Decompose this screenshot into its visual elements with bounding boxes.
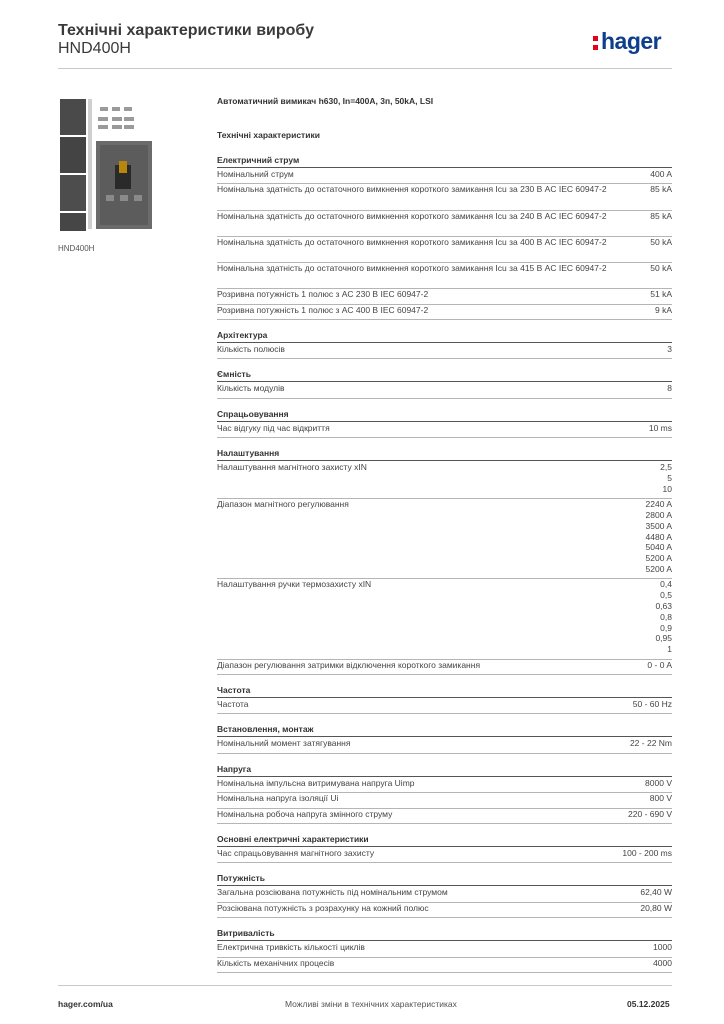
spec-label: Електрична тривкість кількості циклів bbox=[217, 942, 365, 953]
spec-value-line: 2800 A bbox=[645, 509, 672, 520]
row-divider bbox=[217, 917, 672, 918]
row-divider bbox=[217, 823, 672, 824]
spec-value bbox=[630, 738, 672, 749]
header-divider bbox=[58, 68, 672, 69]
spec-label: Діапазон магнітного регулювання bbox=[217, 499, 349, 510]
section-divider bbox=[217, 460, 672, 461]
footer-website: hager.com/ua bbox=[58, 999, 113, 1009]
row-divider bbox=[217, 713, 672, 714]
section-title: Напруга bbox=[217, 763, 252, 774]
spec-value bbox=[653, 942, 672, 953]
spec-value-line: 800 V bbox=[649, 793, 672, 804]
section-divider bbox=[217, 342, 672, 343]
spec-value-line: 100 - 200 ms bbox=[622, 848, 672, 858]
spec-label: Номінальний струм bbox=[217, 169, 294, 179]
spec-value-line: 50 kA bbox=[650, 236, 672, 247]
spec-value bbox=[650, 289, 672, 300]
image-caption: HND400H bbox=[58, 244, 95, 253]
section-divider bbox=[217, 167, 672, 168]
spec-value bbox=[645, 778, 672, 789]
spec-label: Частота bbox=[217, 699, 249, 709]
spec-label: Номінальна робоча напруга змінного струму bbox=[217, 808, 393, 819]
spec-label: Номінальна напруга ізоляції Ui bbox=[217, 793, 339, 804]
section-divider bbox=[217, 776, 672, 777]
spec-label: Кількість полюсів bbox=[217, 344, 285, 354]
spec-value bbox=[650, 793, 672, 804]
spec-value bbox=[640, 903, 672, 914]
spec-value-line: 0,5 bbox=[660, 590, 672, 601]
spec-label: Номінальна здатність до остаточного вимкнення короткого замикання Icu за 415 В AC IEC 60947-2 bbox=[217, 263, 607, 273]
spec-value bbox=[650, 211, 672, 222]
spec-value bbox=[660, 462, 672, 494]
section-divider bbox=[217, 940, 672, 941]
spec-value-line: 2240 A bbox=[645, 499, 672, 510]
spec-label: Кількість механічних процесів bbox=[217, 957, 335, 968]
spec-value-line: 51 kA bbox=[650, 289, 672, 300]
product-code-heading: HND400H bbox=[58, 40, 131, 57]
spec-value-line: 0,95 bbox=[655, 633, 672, 644]
row-divider bbox=[217, 437, 672, 438]
spec-value bbox=[655, 305, 672, 316]
section-divider bbox=[217, 381, 672, 382]
section-title: Ємність bbox=[217, 369, 251, 380]
hager-logo bbox=[593, 28, 661, 56]
spec-value-line: 50 kA bbox=[650, 263, 672, 273]
section-title: Архітектура bbox=[217, 330, 268, 340]
spec-value-line: 0,63 bbox=[655, 600, 672, 611]
spec-value-line: 50 - 60 Hz bbox=[632, 699, 672, 709]
spec-value-line: 0,9 bbox=[660, 622, 672, 633]
spec-value bbox=[647, 660, 672, 671]
specs-heading: Технічні характеристики bbox=[217, 130, 320, 140]
spec-value-line: 62,40 W bbox=[640, 887, 672, 898]
row-divider bbox=[217, 319, 672, 320]
spec-value bbox=[655, 579, 672, 655]
spec-value-line: 5 bbox=[667, 472, 672, 483]
spec-label: Розривна потужність 1 полюс з AC 400 В IEC 60947-2 bbox=[217, 304, 429, 315]
section-title: Електричний струм bbox=[217, 155, 300, 165]
section-title: Витривалість bbox=[217, 928, 275, 939]
spec-label: Номінальний момент затягування bbox=[217, 738, 351, 749]
section-title: Потужність bbox=[217, 873, 265, 884]
logo-text: hager bbox=[601, 28, 662, 54]
spec-value bbox=[628, 809, 672, 820]
spec-value-line: 1000 bbox=[653, 942, 672, 953]
spec-label: Налаштування ручки термозахисту xIN bbox=[217, 579, 372, 590]
spec-value-line: 4480 A bbox=[645, 531, 672, 542]
spec-value bbox=[667, 344, 672, 355]
page-title: Технічні характеристики виробу bbox=[58, 22, 314, 39]
row-divider bbox=[217, 674, 672, 675]
spec-value-line: 85 kA bbox=[650, 184, 672, 195]
spec-value-line: 4000 bbox=[653, 957, 672, 968]
spec-value-line: 10 ms bbox=[648, 422, 672, 433]
spec-label: Номінальна здатність до остаточного вимкнення короткого замикання Icu за 240 В AC IEC 60947-2 bbox=[217, 210, 607, 221]
spec-label: Номінальна здатність до остаточного вимкнення короткого замикання Icu за 400 В AC IEC 60947-2 bbox=[217, 236, 607, 247]
footer-divider bbox=[58, 985, 672, 986]
spec-value bbox=[650, 237, 672, 248]
spec-value bbox=[650, 184, 672, 195]
spec-value-line: 0,4 bbox=[660, 579, 672, 590]
row-divider bbox=[217, 398, 672, 399]
section-divider bbox=[217, 885, 672, 886]
section-title: Налаштування bbox=[217, 448, 280, 459]
spec-label: Кількість модулів bbox=[217, 383, 285, 394]
spec-value-line: 8000 V bbox=[645, 777, 672, 788]
spec-label: Час відгуку під час відкриття bbox=[217, 422, 330, 433]
spec-value bbox=[653, 958, 672, 969]
spec-value bbox=[646, 499, 672, 575]
spec-label: Діапазон регулювання затримки відключення короткого замикання bbox=[217, 659, 481, 670]
spec-value bbox=[667, 383, 672, 394]
spec-value-line: 20,80 W bbox=[640, 902, 672, 913]
spec-label: Номінальна здатність до остаточного вимкнення короткого замикання Icu за 230 В AC IEC 60947-2 bbox=[217, 184, 607, 195]
spec-label: Розсіювана потужність з розрахунку на кожний полюс bbox=[217, 902, 429, 913]
spec-value-line: 22 - 22 Nm bbox=[629, 738, 672, 749]
spec-value-line: 5200 A bbox=[645, 553, 672, 564]
spec-value-line: 220 - 690 V bbox=[628, 808, 672, 819]
section-divider bbox=[217, 697, 672, 698]
section-divider bbox=[217, 736, 672, 737]
section-divider bbox=[217, 421, 672, 422]
footer-disclaimer: Можливі зміни в технічних характеристиках bbox=[285, 999, 457, 1009]
spec-label: Загальна розсіювана потужність під номінальним струмом bbox=[217, 887, 448, 898]
spec-label: Час спрацьовування магнітного захисту bbox=[217, 848, 375, 858]
spec-value bbox=[633, 699, 672, 710]
spec-value-line: 10 bbox=[662, 483, 672, 494]
spec-value-line: 5200 A bbox=[645, 563, 672, 574]
section-divider bbox=[217, 846, 672, 847]
spec-label: Налаштування магнітного захисту xIN bbox=[217, 462, 367, 473]
spec-value-line: 0 - 0 A bbox=[647, 659, 672, 670]
spec-value-line: 8 bbox=[667, 383, 672, 394]
row-divider bbox=[217, 972, 672, 973]
spec-value-line: 1 bbox=[667, 644, 672, 655]
spec-value-line: 2,5 bbox=[660, 462, 672, 473]
product-name: Автоматичний вимикач h630, In=400A, 3п, 50kA, LSI bbox=[217, 96, 434, 106]
logo-dots-icon bbox=[593, 34, 599, 52]
section-title: Основні електричні характеристики bbox=[217, 834, 369, 844]
section-title: Частота bbox=[217, 685, 251, 695]
row-divider bbox=[217, 753, 672, 754]
section-title: Встановлення, монтаж bbox=[217, 724, 314, 735]
footer-date: 05.12.2025 bbox=[627, 999, 670, 1009]
spec-value bbox=[650, 169, 672, 180]
spec-value-line: 3500 A bbox=[645, 520, 672, 531]
spec-value-line: 400 A bbox=[650, 169, 672, 179]
section-title: Спрацьовування bbox=[217, 408, 289, 419]
spec-label: Номінальна імпульсна витримувана напруга Uimp bbox=[217, 777, 415, 788]
spec-value bbox=[640, 887, 672, 898]
spec-value bbox=[650, 263, 672, 274]
spec-value bbox=[649, 423, 672, 434]
spec-value-line: 0,8 bbox=[660, 611, 672, 622]
spec-value-line: 3 bbox=[667, 344, 672, 354]
spec-label: Розривна потужність 1 полюс з AC 230 В IEC 60947-2 bbox=[217, 289, 429, 300]
spec-value bbox=[622, 848, 672, 859]
product-image bbox=[58, 95, 178, 234]
row-divider bbox=[217, 358, 672, 359]
spec-value-line: 9 kA bbox=[654, 304, 672, 315]
spec-value-line: 85 kA bbox=[650, 210, 672, 221]
row-divider bbox=[217, 862, 672, 863]
spec-value-line: 5040 A bbox=[645, 542, 672, 553]
